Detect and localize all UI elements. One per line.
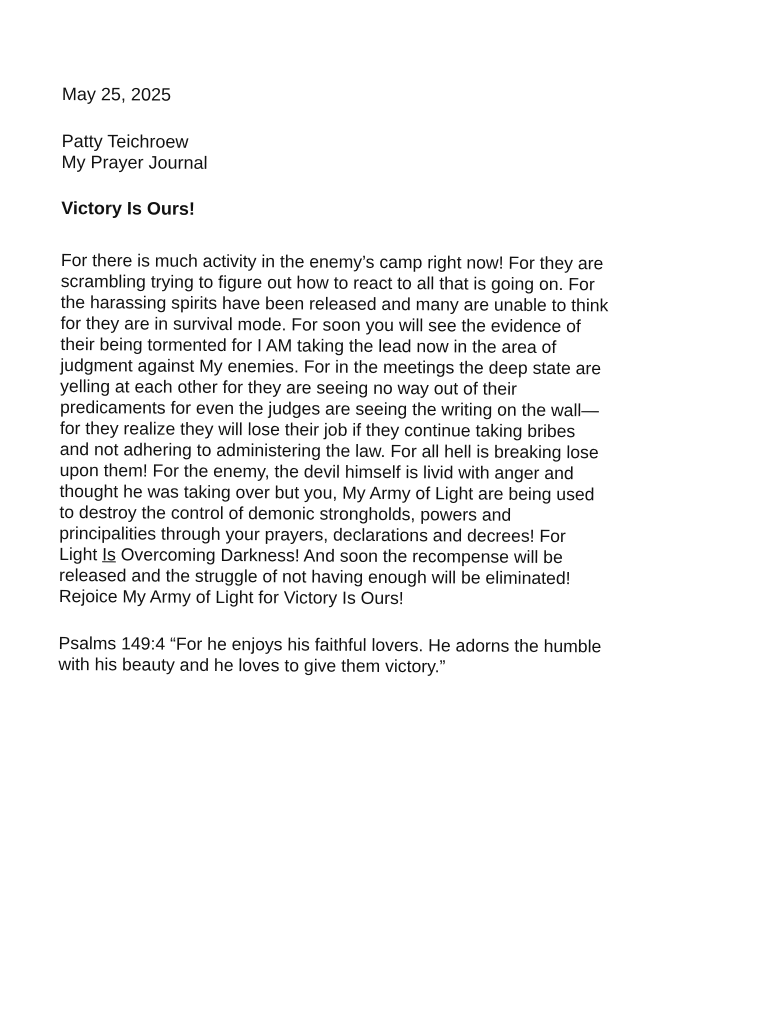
body-line: For there is much activity in the enemy’s camp right now! For they are (60, 249, 604, 274)
body-line: principalities through your prayers, declarations and decrees! For (59, 522, 566, 547)
body-line: thought he was taking over but you, My Army of Light are being used (59, 480, 595, 505)
body-line: upon them! For the enemy, the devil himself is livid with anger and (59, 459, 574, 484)
body-line: predicaments for even the judges are seeing the writing on the wall— (59, 396, 599, 421)
entry-title: Victory Is Ours! (61, 197, 196, 219)
body-line: and not adhering to administering the law. For all hell is breaking lose (59, 438, 599, 463)
body-line: Rejoice My Army of Light for Victory Is Ours! (58, 585, 404, 609)
body-line: for they are in survival mode. For soon you will see the evidence of (60, 312, 581, 337)
body-line: scrambling trying to figure out how to react to all that is going on. For (60, 270, 595, 295)
body-line-15-before: Light (59, 543, 103, 565)
body-line: released and the struggle of not having enough will be eliminated! (58, 564, 571, 589)
body-line: judgment against My enemies. For in the meetings the deep state are (60, 354, 602, 379)
body-line: their being tormented for I AM taking the lead now in the area of (60, 333, 557, 358)
author-name: Patty Teichroew (61, 130, 189, 152)
author-block (61, 131, 721, 177)
entry-date: May 25, 2025 (61, 84, 172, 105)
body-line: yelling at each other for they are seeing no way out of their (60, 375, 517, 399)
message-body (59, 250, 721, 611)
scripture-verse (58, 633, 718, 679)
journal-name: My Prayer Journal (61, 151, 208, 173)
body-line: to destroy the control of demonic strongholds, powers and (59, 501, 512, 525)
body-line: the harassing spirits have been released and many are unable to think (60, 291, 609, 316)
verse-line: with his beauty and he loves to give them victory.” (58, 653, 446, 677)
underlined-is: Is (102, 544, 116, 565)
verse-line: Psalms 149:4 “For he enjoys his faithful lovers. He adorns the humble (58, 632, 602, 657)
journal-page (58, 84, 722, 679)
body-line-15-after: Overcoming Darkness! And soon the recompense will be (115, 544, 563, 568)
body-line: for they realize they will lose their job if they continue taking bribes (59, 417, 576, 442)
